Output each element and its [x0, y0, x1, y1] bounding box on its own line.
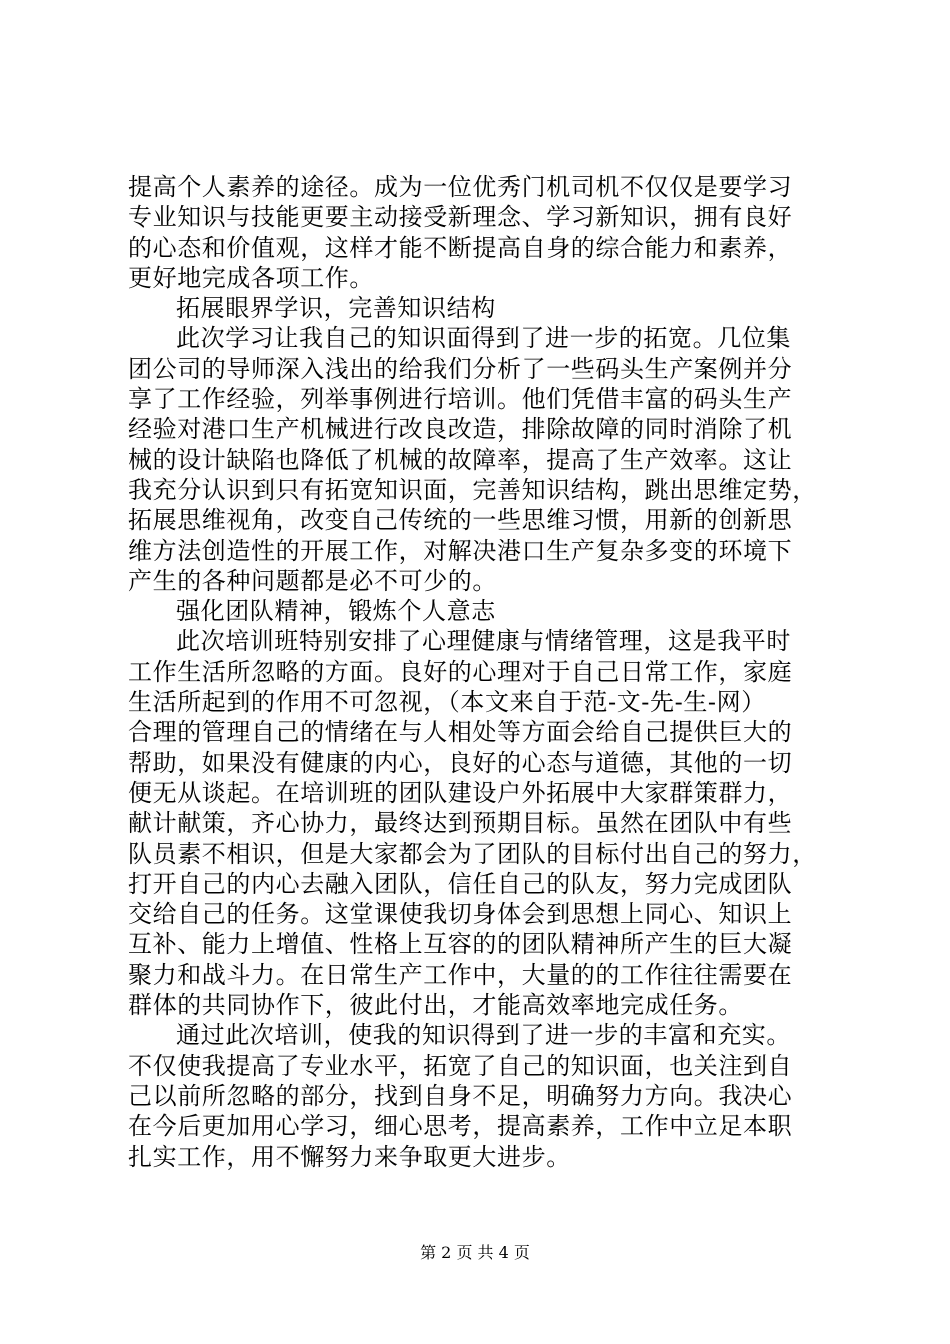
- text-line: 拓展眼界学识，完善知识结构: [176, 294, 496, 323]
- text-line: 扎实工作，用不懈努力来争取更大进步。: [128, 1142, 571, 1171]
- text-line: 在今后更加用心学习，细心思考，提高素养，工作中立足本职: [128, 1112, 793, 1141]
- text-line: 更好地完成各项工作。: [128, 263, 374, 292]
- text-line: 专业知识与技能更要主动接受新理念、学习新知识，拥有良好: [128, 203, 793, 232]
- text-line: 交给自己的任务。这堂课使我切身体会到思想上同心、知识上: [128, 900, 793, 929]
- text-line: 享了工作经验，列举事例进行培训。他们凭借丰富的码头生产: [128, 385, 793, 414]
- text-line: 不仅使我提高了专业水平，拓宽了自己的知识面，也关注到自: [128, 1051, 793, 1080]
- text-line: 此次培训班特别安排了心理健康与情绪管理，这是我平时: [176, 627, 791, 656]
- text-line: 产生的各种问题都是必不可少的。: [128, 566, 497, 595]
- text-line: 队员素不相识，但是大家都会为了团队的目标付出自己的努力，: [128, 839, 817, 868]
- text-line: 便无从谈起。在培训班的团队建设户外拓展中大家群策群力，: [128, 778, 793, 807]
- text-line: 聚力和战斗力。在日常生产工作中，大量的的工作往往需要在: [128, 960, 793, 989]
- text-line: 械的设计缺陷也降低了机械的故障率，提高了生产效率。这让: [128, 445, 793, 474]
- text-line: 通过此次培训，使我的知识得到了进一步的丰富和充实。: [176, 1021, 791, 1050]
- text-line: 的心态和价值观，这样才能不断提高自身的综合能力和素养，: [128, 233, 793, 262]
- text-line: 提高个人素养的途径。成为一位优秀门机司机不仅仅是要学习: [128, 173, 793, 201]
- text-line: 经验对港口生产机械进行改良改造，排除故障的同时消除了机: [128, 415, 793, 444]
- text-line: 我充分认识到只有拓宽知识面，完善知识结构，跳出思维定势，: [128, 475, 817, 504]
- text-line: 强化团队精神，锻炼个人意志: [176, 597, 496, 626]
- text-line: 献计献策，齐心协力，最终达到预期目标。虽然在团队中有些: [128, 809, 793, 838]
- text-line: 拓展思维视角，改变自己传统的一些思维习惯，用新的创新思: [128, 506, 793, 535]
- text-line: 团公司的导师深入浅出的给我们分析了一些码头生产案例并分: [128, 354, 793, 383]
- text-line: 帮助，如果没有健康的内心，良好的心态与道德，其他的一切: [128, 748, 793, 777]
- text-line: 合理的管理自己的情绪在与人相处等方面会给自己提供巨大的: [128, 718, 793, 747]
- text-line: 互补、能力上增值、性格上互容的的团队精神所产生的巨大凝: [128, 930, 793, 959]
- text-line: 工作生活所忽略的方面。良好的心理对于自己日常工作，家庭: [128, 657, 793, 686]
- document-body: [128, 172, 838, 1172]
- text-line: 己以前所忽略的部分，找到自身不足，明确努力方向。我决心: [128, 1081, 793, 1110]
- text-line: 打开自己的内心去融入团队，信任自己的队友，努力完成团队: [128, 869, 793, 898]
- text-line: 生活所起到的作用不可忽视，（本文来自于范-文-先-生-网）: [128, 688, 766, 717]
- text-line: 群体的共同协作下，彼此付出，才能高效率地完成任务。: [128, 991, 743, 1020]
- text-line: 维方法创造性的开展工作，对解决港口生产复杂多变的环境下: [128, 536, 793, 565]
- text-line: 此次学习让我自己的知识面得到了进一步的拓宽。几位集: [176, 324, 791, 353]
- page-footer: 第 2 页 共 4 页: [420, 1243, 530, 1262]
